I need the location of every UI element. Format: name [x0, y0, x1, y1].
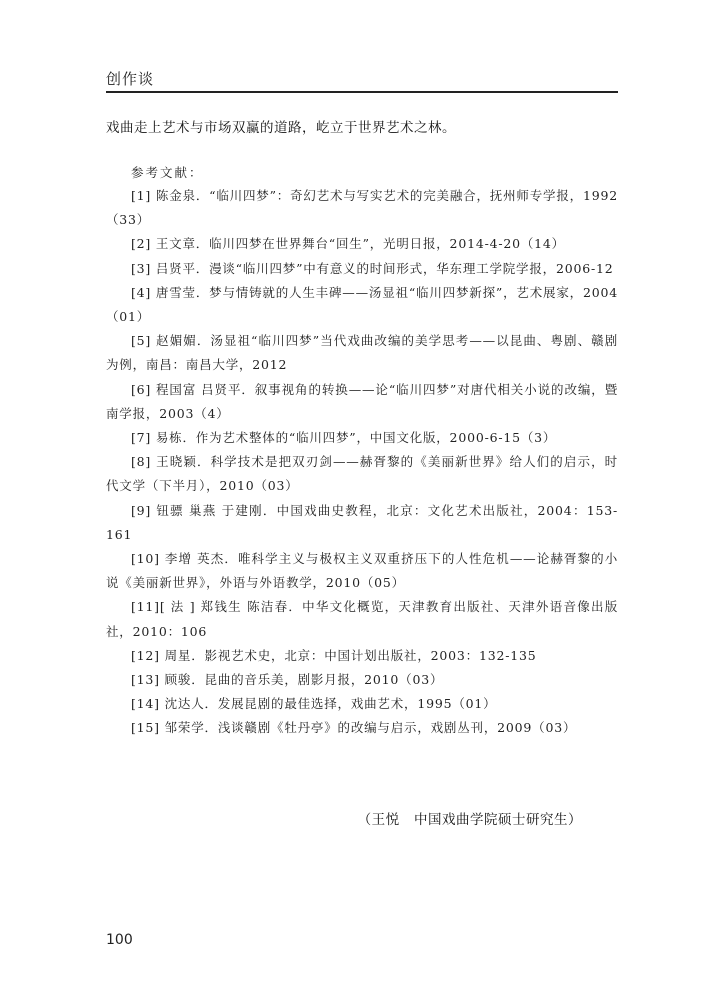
references-list: [106, 184, 618, 741]
reference-item: [2] 王文章．临川四梦在世界舞台“回生”，光明日报，2014-4-20（14）: [131, 236, 565, 252]
header-rule: [106, 91, 618, 93]
reference-item: [14] 沈达人．发展昆剧的最佳选择，戏曲艺术，1995（01）: [131, 696, 497, 712]
reference-item: [6] 程国富 吕贤平．叙事视角的转换——论“临川四梦”对唐代相关小说的改编，暨南学报，2003（4）: [106, 381, 618, 421]
reference-item: [12] 周星．影视艺术史，北京：中国计划出版社，2003：132-135: [131, 647, 537, 663]
reference-item: [5] 赵媚媚．汤显祖“临川四梦”当代戏曲改编的美学思考——以昆曲、粤剧、赣剧为例，南昌：南昌大学，2012: [106, 333, 618, 373]
reference-item: [4] 唐雪莹．梦与情铸就的人生丰碑——汤显祖“临川四梦新探”，艺术展家，2004（01）: [106, 284, 618, 325]
reference-item: [8] 王晓颖．科学技术是把双刃剑——赫胥黎的《美丽新世界》给人们的启示，时代文学（下半月），2010（03）: [106, 454, 618, 494]
reference-item: [13] 顾骏．昆曲的音乐美，剧影月报，2010（03）: [131, 672, 444, 688]
reference-item: [3] 吕贤平．漫谈“临川四梦”中有意义的时间形式，华东理工学院学报，2006-12: [131, 260, 614, 276]
page-number: 100: [106, 932, 133, 948]
author-note: （王悦 中国戏曲学院硕士研究生）: [357, 812, 582, 828]
closing-sentence: 戏曲走上艺术与市场双赢的道路，屹立于世界艺术之林。: [106, 120, 456, 136]
reference-item: [1] 陈金泉．“临川四梦”：奇幻艺术与写实艺术的完美融合，抚州师专学报，1992（33）: [106, 188, 618, 228]
reference-item: [10] 李增 英杰．唯科学主义与极权主义双重挤压下的人性危机——论赫胥黎的小说《美丽新世界》，外语与外语教学，2010（05）: [106, 551, 618, 591]
reference-item: [7] 易栋．作为艺术整体的“临川四梦”，中国文化版，2000-6-15（3）: [131, 430, 557, 446]
reference-item: [9] 钮骠 巢燕 于建刚．中国戏曲史教程，北京：文化艺术出版社，2004：153-161: [106, 502, 618, 542]
reference-item: [15] 邹荣学．浅谈赣剧《牡丹亭》的改编与启示，戏剧丛刊，2009（03）: [131, 720, 577, 736]
reference-item: [11][ 法 ] 郑钱生 陈洁春．中华文化概览，天津教育出版社、天津外语音像出版社，2010：106: [106, 599, 618, 639]
running-head: 创作谈: [106, 70, 155, 88]
references-heading: 参考文献：: [131, 165, 204, 180]
